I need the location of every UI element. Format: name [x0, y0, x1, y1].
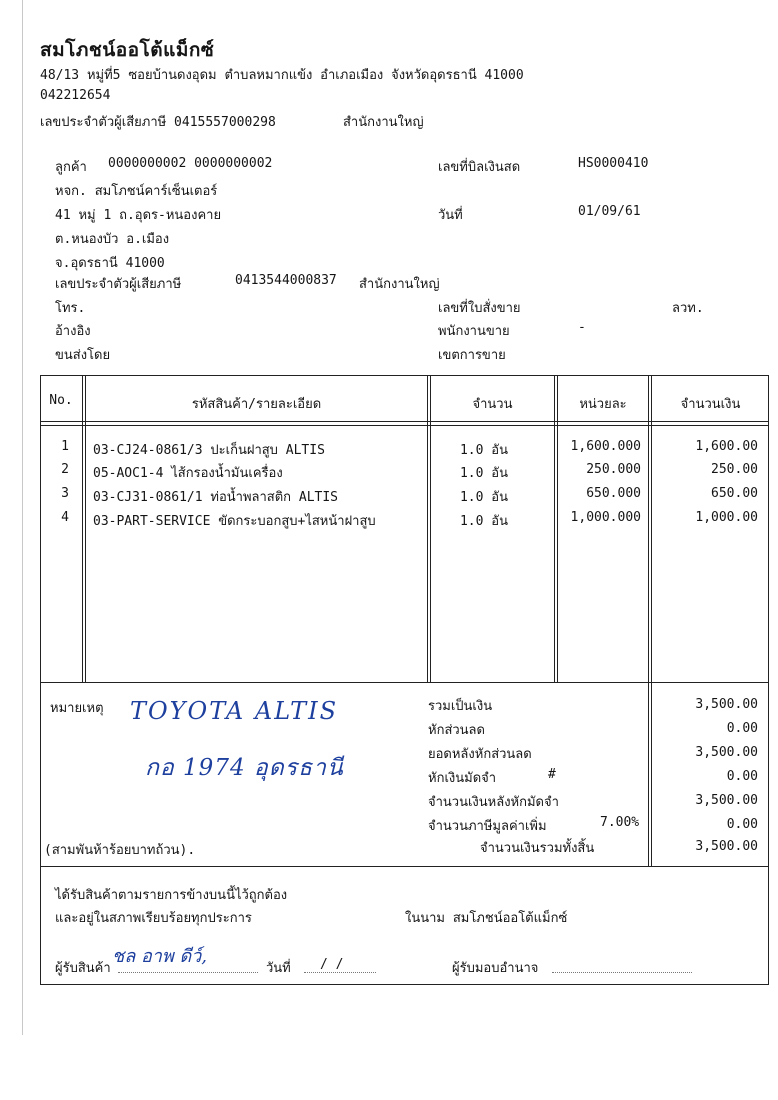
- row-4-description: 03-PART-SERVICE ขัดกระบอกสูบ+ไสหน้าฝาสูบ: [93, 514, 376, 529]
- total-deposit-hash: #: [548, 767, 556, 782]
- total-subtotal-label: รวมเป็นเงิน: [428, 699, 493, 714]
- header-no: No.: [49, 393, 73, 408]
- total-discount-value: 0.00: [726, 721, 758, 736]
- row-4-amount: 1,000.00: [695, 510, 758, 525]
- row-3-amount: 650.00: [711, 486, 758, 501]
- phone-label: โทร.: [55, 301, 86, 316]
- row-4-unit-price: 1,000.000: [570, 510, 641, 525]
- header-unit-price: หน่วยละ: [579, 397, 627, 412]
- total-after-discount-value: 3,500.00: [695, 745, 758, 760]
- total-deposit-label: หักเงินมัดจำ: [428, 771, 497, 786]
- row-3-no: 3: [61, 486, 69, 501]
- row-1-amount: 1,600.00: [695, 439, 758, 454]
- authorized-label: ผู้รับมอบอำนาจ: [452, 961, 539, 976]
- grand-total-value: 3,500.00: [695, 839, 758, 854]
- total-after-deposit-value: 3,500.00: [695, 793, 758, 808]
- company-address: 48/13 หมู่ที่5 ซอยบ้านดงอุดม ตำบลหมากแข้ง อำเภอเมือง จังหวัดอุดรธานี 41000: [40, 68, 524, 83]
- header-quantity: จำนวน: [472, 397, 513, 412]
- row-1-no: 1: [61, 439, 69, 454]
- customer-label: ลูกค้า: [55, 160, 87, 175]
- row-1-quantity: 1.0 อัน: [459, 443, 508, 458]
- amount-in-words: (สามพันห้าร้อยบาทถ้วน).: [44, 843, 196, 858]
- handwritten-plate: กอ 1974 อุดรธานี: [145, 755, 344, 781]
- receiver-date-blank: / /: [320, 957, 344, 972]
- customer-address-3: จ.อุดรธานี 41000: [55, 256, 165, 271]
- received-statement-2: และอยู่ในสภาพเรียบร้อยทุกประการ: [55, 911, 252, 926]
- customer-branch: สำนักงานใหญ่: [359, 277, 440, 292]
- company-phone: 042212654: [40, 88, 111, 103]
- total-after-deposit-label: จำนวนเงินหลังหักมัดจำ: [428, 795, 559, 810]
- bill-number-label: เลขที่บิลเงินสด: [438, 160, 521, 175]
- invoice-date: 01/09/61: [578, 204, 641, 219]
- header-amount: จำนวนเงิน: [680, 397, 741, 412]
- date-label: วันที่: [438, 208, 463, 223]
- receiver-label: ผู้รับสินค้า: [55, 961, 111, 976]
- row-4-no: 4: [61, 510, 69, 525]
- company-branch: สำนักงานใหญ่: [343, 115, 424, 130]
- total-deposit-value: 0.00: [726, 769, 758, 784]
- total-vat-rate: 7.00%: [600, 815, 640, 830]
- total-subtotal-value: 3,500.00: [695, 697, 758, 712]
- row-1-unit-price: 1,600.000: [570, 439, 641, 454]
- row-1-description: 03-CJ24-0861/3 ปะเก็นฝาสูบ ALTIS: [93, 443, 325, 458]
- salesperson-label: พนักงานขาย: [438, 324, 510, 339]
- total-after-discount-label: ยอดหลังหักส่วนลด: [428, 747, 532, 762]
- company-name: สมโภชน์ออโต้แม็กซ์: [40, 39, 215, 61]
- header-description: รหัสสินค้า/รายละเอียด: [191, 397, 322, 412]
- sales-area-label: เขตการขาย: [438, 348, 506, 363]
- bill-number: HS0000410: [578, 156, 649, 171]
- notes-label: หมายเหตุ: [50, 701, 104, 716]
- customer-codes: 0000000002 0000000002: [108, 156, 273, 171]
- received-statement-1: ได้รับสินค้าตามรายการข้างบนนี้ไว้ถูกต้อง: [55, 888, 288, 903]
- row-3-unit-price: 650.000: [586, 486, 641, 501]
- row-2-amount: 250.00: [711, 462, 758, 477]
- handwritten-car-model: TOYOTA ALTIS: [130, 697, 339, 725]
- customer-name: หจก. สมโภชน์คาร์เซ็นเตอร์: [55, 184, 218, 199]
- receiver-signature: ชล อาพ ดีว์,: [112, 946, 207, 967]
- receiver-date-label: วันที่: [266, 961, 291, 976]
- ltw-label: ลวท.: [672, 301, 704, 316]
- row-2-quantity: 1.0 อัน: [459, 466, 508, 481]
- on-behalf-of: ในนาม สมโภชน์ออโต้แม็กซ์: [405, 911, 568, 926]
- reference-label: อ้างอิง: [55, 324, 91, 339]
- total-vat-label: จำนวนภาษีมูลค่าเพิ่ม: [428, 819, 547, 834]
- total-discount-label: หักส่วนลด: [428, 723, 485, 738]
- row-4-quantity: 1.0 อัน: [459, 514, 508, 529]
- customer-tax-id: 0413544000837: [235, 273, 337, 288]
- row-2-no: 2: [61, 462, 69, 477]
- row-3-description: 03-CJ31-0861/1 ท่อน้ำพลาสติก ALTIS: [93, 490, 339, 505]
- company-tax-id: เลขประจำตัวผู้เสียภาษี 0415557000298: [40, 115, 276, 130]
- sales-order-label: เลขที่ใบสั่งขาย: [438, 301, 521, 316]
- row-3-quantity: 1.0 อัน: [459, 490, 508, 505]
- salesperson-value: -: [578, 320, 586, 335]
- row-2-description: 05-AOC1-4 ไส้กรองน้ำมันเครื่อง: [93, 466, 283, 481]
- total-vat-value: 0.00: [726, 817, 758, 832]
- customer-tax-label: เลขประจำตัวผู้เสียภาษี: [55, 277, 182, 292]
- shipping-label: ขนส่งโดย: [55, 348, 111, 363]
- customer-address-1: 41 หมู่ 1 ถ.อุดร-หนองคาย: [55, 208, 222, 223]
- customer-address-2: ต.หนองบัว อ.เมือง: [55, 232, 170, 247]
- row-2-unit-price: 250.000: [586, 462, 641, 477]
- grand-total-label: จำนวนเงินรวมทั้งสิ้น: [480, 841, 595, 856]
